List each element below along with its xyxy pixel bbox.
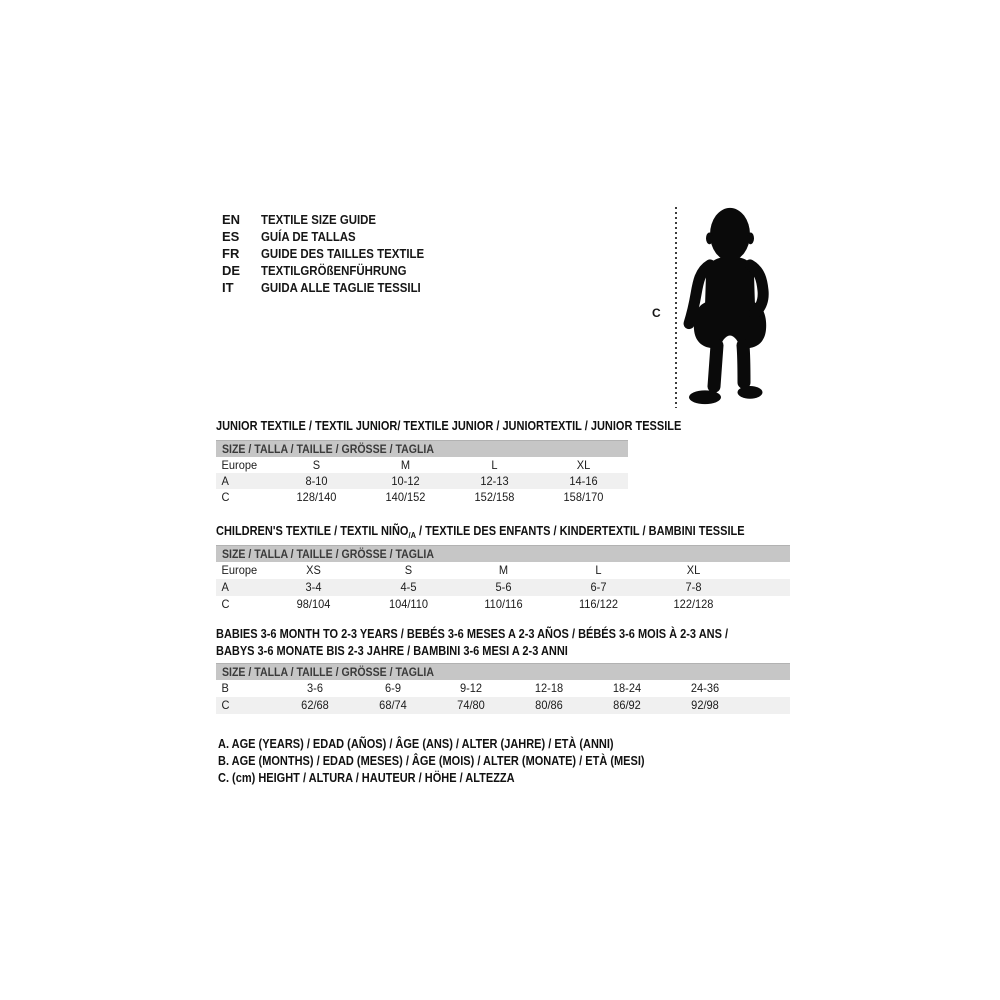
table-cell: 98/104 — [296, 597, 331, 611]
language-label: GUÍA DE TALLAS — [261, 229, 356, 244]
height-label: C — [652, 306, 661, 320]
language-code: IT — [222, 280, 234, 295]
title-text-part: JUNIOR TEXTILE / TEXTIL JUNIOR/ TEXTILE JUNIOR / JUNIORTEXTIL / JUNIOR TESSILE — [216, 419, 682, 433]
table-title — [216, 418, 682, 435]
title-text-part: BABIES 3-6 MONTH TO 2-3 YEARS / BEBÉS 3-6 MESES A 2-3 AÑOS / BÉBÉS 3-6 MOIS À 2-3 ANS / — [216, 627, 729, 641]
language-label: TEXTILGRÖßENFÜHRUNG — [261, 263, 407, 278]
size-header-label: SIZE / TALLA / TAILLE / GRÖSSE / TAGLIA — [222, 442, 434, 456]
language-code: FR — [222, 246, 240, 261]
row-label: C — [221, 490, 230, 504]
table-cell: M — [498, 563, 509, 577]
table-cell: XL — [686, 563, 701, 577]
size-table-children — [216, 523, 790, 613]
height-measure-line — [675, 207, 677, 408]
size-table-junior — [216, 418, 682, 505]
language-code: ES — [222, 229, 240, 244]
table-cell: 86/92 — [613, 698, 641, 712]
table-cell: 3-6 — [307, 681, 323, 695]
table-cell: 128/140 — [296, 490, 337, 504]
table-cell: 92/98 — [691, 698, 719, 712]
table-title-line — [216, 626, 790, 643]
title-subscript: /A — [408, 529, 416, 540]
table-cell: 74/80 — [457, 698, 485, 712]
language-label: GUIDA ALLE TAGLIE TESSILI — [261, 280, 421, 295]
size-header-bar — [216, 440, 628, 457]
table-row — [216, 489, 628, 505]
toddler-silhouette-icon — [680, 204, 781, 410]
table-cell: 104/110 — [388, 597, 429, 611]
table-title-text — [216, 523, 745, 541]
footnote-line — [218, 753, 703, 770]
table-cell: 14-16 — [569, 474, 598, 488]
table-cell: 158/170 — [563, 490, 604, 504]
table-cell: 5-6 — [495, 580, 512, 594]
footnote-text: A. AGE (YEARS) / EDAD (AÑOS) / ÂGE (ANS) / ALTER (JAHRE) / ETÀ (ANNI) — [218, 737, 614, 751]
language-row — [222, 211, 446, 228]
size-header-label: SIZE / TALLA / TAILLE / GRÖSSE / TAGLIA — [222, 547, 434, 561]
table-row — [216, 473, 628, 489]
table-row — [216, 457, 628, 473]
table-cell: 140/152 — [385, 490, 426, 504]
table-cell: 7-8 — [685, 580, 702, 594]
table-cell: 18-24 — [612, 681, 642, 695]
row-label: Europe — [221, 563, 258, 577]
table-cell: 68/74 — [379, 698, 407, 712]
language-guide — [222, 211, 446, 296]
footnote-text: B. AGE (MONTHS) / EDAD (MESES) / ÂGE (MOIS) / ALTER (MONATE) / ETÀ (MESI) — [218, 754, 645, 768]
table-cell: 80/86 — [535, 698, 563, 712]
row-label: A — [221, 580, 229, 594]
table-cell: 116/122 — [578, 597, 619, 611]
footnotes — [218, 736, 703, 787]
table-cell: 122/128 — [673, 597, 714, 611]
table-cell: 12-18 — [534, 681, 564, 695]
table-cell: L — [595, 563, 602, 577]
language-label: TEXTILE SIZE GUIDE — [261, 212, 377, 227]
table-cell: S — [404, 563, 413, 577]
size-table-babies — [216, 626, 790, 714]
table-cell: 24-36 — [690, 681, 720, 695]
title-text-part: CHILDREN'S TEXTILE / TEXTIL NIÑO — [216, 524, 409, 538]
language-code: EN — [222, 212, 241, 227]
table-cell: 6-7 — [590, 580, 607, 594]
row-label: A — [221, 474, 229, 488]
table-title-line — [216, 523, 790, 540]
table-cell: 6-9 — [385, 681, 401, 695]
language-row — [222, 279, 446, 296]
table-cell: 152/158 — [474, 490, 515, 504]
table-cell: M — [400, 458, 411, 472]
language-row — [222, 262, 446, 279]
row-label: Europe — [221, 458, 258, 472]
table-row — [216, 579, 790, 596]
table-cell: 12-13 — [480, 474, 509, 488]
title-text-part: / TEXTILE DES ENFANTS / KINDERTEXTIL / BAMBINI TESSILE — [415, 524, 745, 538]
table-cell: XL — [576, 458, 591, 472]
table-cell: S — [312, 458, 321, 472]
footnote-line — [218, 736, 703, 753]
table-cell: 9-12 — [459, 681, 483, 695]
table-row — [216, 562, 790, 579]
table-title-text — [216, 626, 728, 643]
language-code: DE — [222, 263, 241, 278]
table-cell: 62/68 — [301, 698, 329, 712]
row-label: C — [221, 698, 230, 712]
size-header-bar — [216, 663, 790, 680]
table-cell: 8-10 — [305, 474, 328, 488]
table-title-text — [216, 643, 568, 660]
table-row — [216, 596, 790, 613]
table-cell: XS — [306, 563, 321, 577]
size-header-bar — [216, 545, 790, 562]
table-title — [216, 523, 790, 540]
language-label: GUIDE DES TAILLES TEXTILE — [261, 246, 425, 261]
table-row — [216, 697, 790, 714]
table-cell: 4-5 — [400, 580, 417, 594]
footnote-text: C. (cm) HEIGHT / ALTURA / HAUTEUR / HÖHE / ALTEZZA — [218, 771, 515, 785]
table-title-line — [216, 643, 790, 660]
title-text-part: BABYS 3-6 MONATE BIS 2-3 JAHRE / BAMBINI 3-6 MESI A 2-3 ANNI — [216, 644, 568, 658]
table-title — [216, 626, 790, 660]
row-label: B — [221, 681, 229, 695]
table-title-text — [216, 418, 681, 435]
table-cell: 110/116 — [484, 597, 523, 611]
table-row — [216, 680, 790, 697]
row-label: C — [221, 597, 230, 611]
table-title-line — [216, 418, 682, 435]
language-row — [222, 245, 446, 262]
language-row — [222, 228, 446, 245]
table-cell: 10-12 — [391, 474, 420, 488]
size-header-label: SIZE / TALLA / TAILLE / GRÖSSE / TAGLIA — [222, 665, 434, 679]
table-cell: 3-4 — [305, 580, 322, 594]
footnote-line — [218, 770, 703, 787]
table-cell: L — [491, 458, 498, 472]
